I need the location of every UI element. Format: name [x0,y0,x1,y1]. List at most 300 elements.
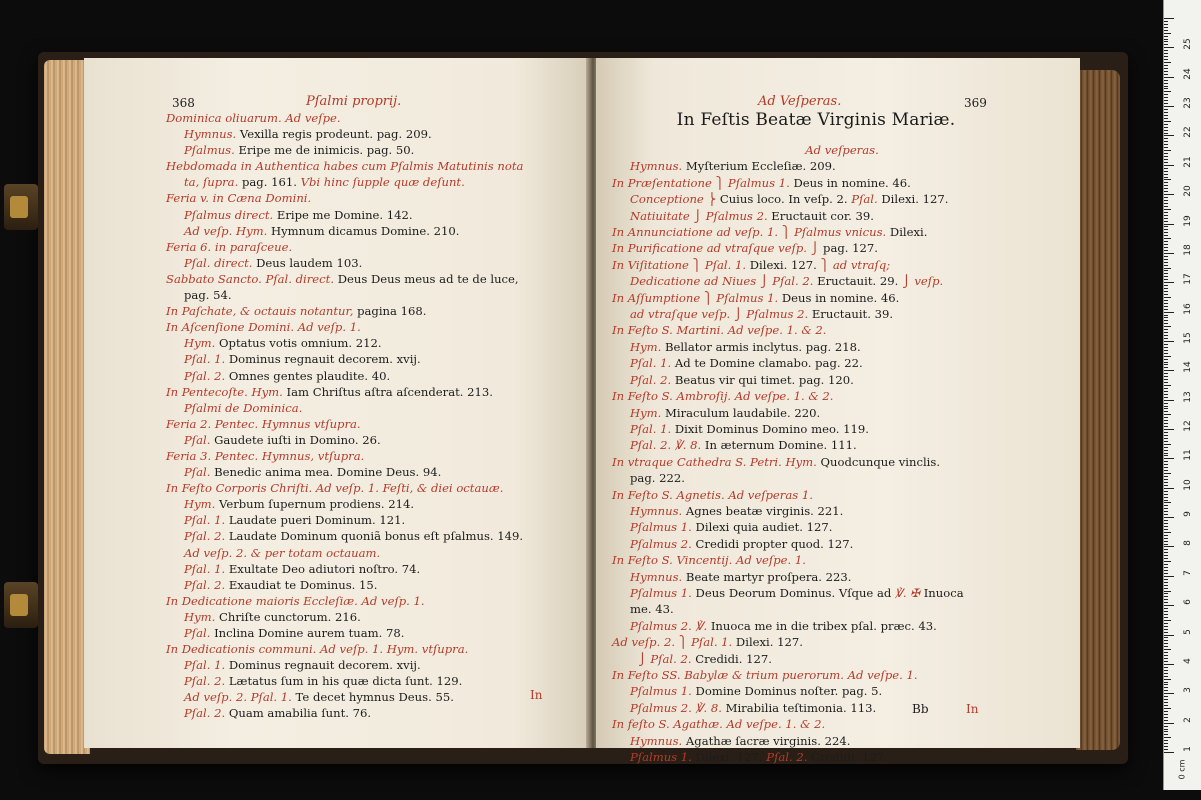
left-page [84,58,590,748]
rubric-text: Pſal. 2. [184,529,226,544]
ruler-tick [1164,535,1168,536]
ruler-tick [1164,737,1171,738]
rubric-text: In Feſto S. Vincentij. Ad veſpe. 1. [612,553,806,568]
text-line [612,322,1072,338]
ruler-tick [1164,215,1168,216]
ruler-tick [1164,582,1168,583]
ruler-tick [1164,373,1168,374]
ruler-tick [1164,47,1174,48]
ruler-tick [1164,115,1168,116]
ruler-tick [1164,408,1168,409]
ruler-tick [1164,97,1168,98]
ruler-tick [1164,682,1168,683]
ruler-tick [1164,118,1168,119]
body-text: pag. 161. [238,175,297,190]
rubric-text: ℣. ✠ [891,585,921,600]
text-line [612,749,1072,765]
ruler-tick [1164,514,1168,515]
ruler-tick [1164,690,1168,691]
ruler-tick [1164,740,1168,741]
ruler-tick [1164,497,1168,498]
body-text: Laudate pueri Dominum. 121. [225,513,406,528]
ruler-tick [1164,620,1171,621]
body-text: Iam Chriſtus aſtra aſcenderat. 213. [282,384,493,399]
ruler-tick [1164,65,1168,66]
text-line [612,618,1072,634]
text-line [612,388,1072,404]
ruler-tick [1164,394,1168,395]
ruler-tick [1164,262,1168,263]
rubric-text: Vbi hinc ſupple quæ deſunt. [296,175,465,190]
ruler-tick [1164,385,1171,386]
right-text-block [612,142,1072,765]
ruler-tick [1164,88,1168,89]
ruler-tick [1164,53,1168,54]
ruler-tick [1164,658,1168,659]
text-line [612,257,1072,273]
body-text: Eructauit. 29. [813,274,899,289]
text-line [166,641,576,657]
rubric-text: Pſal. 2. [630,372,672,387]
rubric-text: Pſal. 2. [184,577,226,592]
body-text: Eripe me Domine. 142. [273,207,413,222]
ruler-number: 3 [1183,687,1193,694]
ruler-number: 22 [1183,126,1193,139]
ruler-tick [1164,41,1168,42]
rubric-text: Pſal. [184,432,211,447]
ruler-tick [1164,138,1168,139]
ruler-tick [1164,667,1168,668]
text-line [166,239,576,255]
text-line [612,733,1072,749]
ruler-tick [1164,676,1168,677]
ruler-tick [1164,221,1168,222]
ruler-tick [1164,147,1168,148]
body-text: Credidi. 127. [691,651,772,666]
body-text: Optatus votis omnium. 212. [215,336,382,351]
ruler-number: 2 [1183,716,1193,723]
ruler-tick [1164,39,1168,40]
ruler-tick [1164,599,1168,600]
ruler-tick [1164,191,1168,192]
body-text: Credidi. 127. [807,750,888,765]
ruler-tick [1164,106,1174,107]
right-running-head: Ad Veſperas. [758,94,842,109]
text-line [166,528,576,544]
ruler-tick [1164,338,1168,339]
rubric-text: Conceptione ⎬ [630,192,720,207]
ruler-tick [1164,491,1168,492]
rubric-text: Hymnus. [630,733,683,748]
text-line [166,255,576,271]
body-text: Deus Deorum Dominus. Vſque ad [691,585,892,600]
rubric-text: Sabbato Sancto. Pſal. direct. [166,271,335,286]
body-text: Benedic anima mea. Domine Deus. 94. [210,465,442,480]
text-line [166,448,576,464]
ruler-tick [1164,552,1168,553]
text-line [166,207,576,223]
rubric-text: In Feſto Corporis Chriſti. Ad veſp. 1. Feſti, & diei octauæ. [166,481,504,496]
ruler-tick [1164,555,1168,556]
ruler-tick [1164,494,1168,495]
rubric-text: Hym. [630,339,662,354]
ruler-tick [1164,400,1174,401]
ruler-tick [1164,473,1171,474]
ruler-tick [1164,752,1174,753]
rubric-text: Pſal. [847,192,878,207]
ruler-tick [1164,171,1168,172]
ruler-tick [1164,294,1168,295]
text-line [612,158,1072,174]
body-text: Quodcunque vinclis. [816,454,941,469]
ruler-tick [1164,693,1174,694]
rubric-text: Natiuitate ⎭ Pſalmus 2. [630,208,768,223]
text-line [166,384,576,400]
ruler-tick [1164,464,1168,465]
rubric-text: Hymnus. [630,569,683,584]
ruler-tick [1164,306,1168,307]
body-text: Inclina Domine aurem tuam. 78. [210,626,405,640]
ruler-tick [1164,21,1168,22]
ruler-tick [1164,591,1171,592]
text-line [612,536,1072,552]
ruler-tick [1164,423,1168,424]
body-text: Dixit Dominus Domino meo. 119. [671,421,869,436]
page-title: In Feſtis Beatæ Virginis Mariæ. [676,110,956,130]
right-page [596,58,1080,765]
ruler-tick [1164,511,1168,512]
body-text: Cuius loco. In veſp. 2. [719,192,848,207]
text-line [166,158,576,174]
ruler-tick [1164,273,1168,274]
ruler-tick [1164,438,1168,439]
ruler-tick [1164,652,1168,653]
body-text: Agathæ ſacræ virginis. 224. [682,733,851,748]
rubric-text: Pſalmus 2. ℣. 8. [630,700,722,715]
ruler-tick [1164,350,1168,351]
ruler-tick [1164,611,1168,612]
ruler-tick [1164,576,1174,577]
ruler-number: 21 [1183,156,1193,168]
ruler-tick [1164,432,1168,433]
text-line [612,273,1072,289]
ruler-tick [1164,344,1168,345]
ruler-tick [1164,185,1168,186]
ruler-tick [1164,458,1174,459]
text-line [166,705,576,721]
text-line [166,223,576,239]
ruler-tick [1164,359,1168,360]
ruler-tick [1164,364,1168,365]
text-line [166,351,576,367]
ruler-tick [1164,546,1174,547]
ruler-tick [1164,743,1168,744]
body-text: Vexilla regis prodeunt. pag. 209. [236,127,432,142]
ruler-tick [1164,567,1168,568]
ruler-tick [1164,347,1168,348]
ruler-tick [1164,265,1168,266]
ruler-tick [1164,317,1168,318]
ruler-tick [1164,711,1168,712]
ruler-tick [1164,50,1168,51]
text-line [166,400,576,416]
ruler-tick [1164,541,1168,542]
body-text: Beate martyr proſpera. 223. [682,569,852,584]
ruler-tick [1164,485,1168,486]
text-line [612,503,1072,519]
rubric-text: Pſal. 2. [184,706,226,721]
ruler-tick [1164,596,1168,597]
ruler-number: 6 [1183,599,1193,606]
ruler-tick [1164,388,1168,389]
ruler-tick [1164,549,1168,550]
ruler-tick [1164,188,1168,189]
ruler-tick [1164,523,1168,524]
body-text: Quam amabilia ſunt. 76. [225,706,372,721]
ruler-tick [1164,564,1168,565]
ruler-tick [1164,124,1168,125]
ruler-tick [1164,626,1168,627]
ruler-tick [1164,282,1174,283]
ruler-tick [1164,411,1168,412]
left-catchword: In [530,688,543,702]
ruler-tick [1164,687,1168,688]
ruler-tick [1164,544,1168,545]
body-text: Laudate Dominum quoniã bonus eſt pſalmus. 149. [225,529,524,544]
ruler-tick [1164,212,1168,213]
ruler-tick [1164,655,1168,656]
ruler-tick [1164,714,1168,715]
ruler-tick [1164,127,1168,128]
ruler-tick [1164,229,1168,230]
ruler-unit: 0 cm [1177,759,1187,780]
rubric-text: Feria v. in Cæna Domini. [166,191,312,206]
rubric-text: In Feſto SS. Babylæ & trium puerorum. Ad veſpe. 1. [612,668,918,682]
rubric-text: Pſalmus 2. [630,536,692,551]
text-line [166,271,576,287]
rubric-text: Dedicatione ad Niues ⎭ Pſal. 2. [630,274,814,289]
ruler-tick [1164,206,1168,207]
ruler-tick [1164,159,1168,160]
text-line [612,175,1072,191]
ruler-tick [1164,18,1174,19]
rubric-text: Pſalmus 2. ℣. [630,618,708,633]
ruler-tick [1164,608,1168,609]
ruler-number: 12 [1183,420,1193,432]
ruler-tick [1164,235,1168,236]
ruler-tick [1164,723,1174,724]
rubric-text: Feria 3. Pentec. Hymnus, vtſupra. [166,448,365,463]
text-line [612,421,1072,437]
rubric-text: In Pentecoſte. Hym. [166,384,283,399]
rubric-text: ⎭ veſp. [898,274,944,289]
rubric-text: Pſal. 1. [184,352,226,367]
text-line [166,657,576,673]
ruler-number: 11 [1183,449,1193,462]
body-text: Domine Dominus noſter. pag. 5. [691,684,883,699]
body-text: Dominus regnauit decorem. xvij. [225,352,421,367]
ruler-tick [1164,629,1168,630]
ruler-tick [1164,209,1171,210]
ruler-tick [1164,517,1174,518]
body-text: Dilexi. 127. [732,635,803,650]
body-text: Myſterium Eccleſiæ. 209. [682,159,836,174]
rubric-text: In Viſitatione ⎫ Pſal. 1. [612,257,747,272]
ruler-tick [1164,673,1168,674]
ruler-tick [1164,100,1168,101]
rubric-text: In Feſto S. Ambroſij. Ad veſpe. 1. & 2. [612,389,834,404]
ruler-tick [1164,708,1171,709]
body-text: Hymnum dicamus Domine. 210. [267,223,460,238]
ruler-tick [1164,312,1174,313]
text-line [612,355,1072,371]
rubric-text: Pſal. [184,465,211,480]
body-text: Miraculum laudabile. 220. [661,405,821,420]
ruler-tick [1164,297,1171,298]
body-text: pag. 54. [184,288,232,303]
ruler-tick [1164,112,1168,113]
ruler-number: 8 [1183,540,1193,547]
ruler-tick [1164,197,1168,198]
ruler-tick [1164,259,1168,260]
ruler-tick [1164,241,1168,242]
ruler-tick [1164,632,1168,633]
ruler-tick [1164,288,1168,289]
ruler-tick [1164,420,1168,421]
text-line [612,454,1072,470]
ruler-tick [1164,532,1171,533]
body-text: Mirabilia teſtimonia. 113. [721,700,877,715]
ruler-number: 20 [1183,185,1193,197]
ruler-number: 18 [1183,244,1193,256]
text-line [166,303,576,319]
rubric-text: Ad veſp. 2. Pſal. 1. [184,690,292,705]
rubric-text: Pſal. [184,626,211,640]
ruler-tick [1164,174,1168,175]
ruler-tick [1164,226,1168,227]
rubric-text: ⎭ Pſal. 2. [638,651,692,666]
ruler-tick [1164,479,1168,480]
ruler-tick [1164,200,1168,201]
ruler-tick [1164,731,1168,732]
text-line [612,487,1072,503]
text-line [612,585,1072,601]
ruler-tick [1164,370,1174,371]
text-line [166,577,576,593]
ruler-tick [1164,177,1168,178]
body-text: Eripe me de inimicis. pag. 50. [234,143,415,158]
text-line [166,432,576,448]
text-line [612,634,1072,650]
ruler-tick [1164,165,1174,166]
ruler-number: 7 [1183,569,1193,576]
ruler-number: 13 [1183,390,1193,403]
rubric-text: Pſal. 2. [184,368,226,383]
ruler-number: 15 [1183,332,1193,344]
text-line [166,287,576,303]
ruler-tick [1164,341,1174,342]
body-text: pag. 222. [630,471,685,486]
ruler-tick [1164,94,1168,95]
text-line [166,689,576,705]
ruler-tick [1164,585,1168,586]
right-page-number: 369 [964,96,987,110]
ruler-tick [1164,429,1174,430]
ruler-tick [1164,153,1168,154]
rubric-text: Hym. [184,497,216,512]
rubric-text: Pſal. 1. [630,421,672,436]
text-line [612,683,1072,699]
ruler-tick [1164,323,1168,324]
rubric-text: In Purificatione ad vtraſque veſp. ⎭ [612,241,820,256]
ruler-tick [1164,500,1168,501]
rubric-text: Pſalmus. [184,143,235,158]
body-text: Chriſte cunctorum. 216. [215,609,361,624]
rubric-text: Dominica oliuarum. Ad veſpe. [166,111,341,125]
ruler-tick [1164,664,1174,665]
ruler-tick [1164,59,1168,60]
ruler-tick [1164,276,1168,277]
ruler-tick [1164,218,1168,219]
ruler-tick [1164,602,1168,603]
left-page-number: 368 [172,96,195,110]
body-text: Ad te Domine clamabo. pag. 22. [671,356,863,371]
ruler-tick [1164,362,1168,363]
rubric-text: Pſal. 2. [184,674,226,689]
rubric-text: Hym. [184,336,216,351]
ruler-tick [1164,315,1168,316]
ruler-tick [1164,558,1168,559]
ruler-tick [1164,150,1171,151]
ruler-tick [1164,538,1168,539]
rubric-text: Pſalmus 1. [630,684,692,699]
text-line [612,405,1072,421]
ruler-tick [1164,450,1168,451]
ruler-tick [1164,508,1168,509]
text-line [612,716,1072,732]
text-line [612,240,1072,256]
ruler-tick [1164,702,1168,703]
text-line [612,142,1072,158]
ruler-tick [1164,244,1168,245]
rubric-text: Pſal. 1. [184,658,226,673]
ruler-tick [1164,36,1168,37]
rubric-text: In Dedicationis communi. Ad veſp. 1. Hym. vtſupra. [166,642,469,657]
ruler-tick [1164,605,1174,606]
ruler-tick [1164,121,1171,122]
ruler-tick [1164,397,1168,398]
ruler-number: 17 [1183,273,1193,285]
ruler-tick [1164,435,1168,436]
text-line [166,512,576,528]
ruler-tick [1164,253,1174,254]
ruler-tick [1164,444,1171,445]
body-text: Deus in nomine. 46. [789,175,911,190]
text-line [166,464,576,480]
ruler-tick [1164,646,1168,647]
left-text-block [166,110,576,722]
ruler-tick [1164,80,1168,81]
ruler-tick [1164,68,1168,69]
ruler-tick [1164,268,1171,269]
body-text: Dominus regnauit decorem. xvij. [225,658,421,673]
ruler-tick [1164,382,1168,383]
ruler-tick [1164,44,1168,45]
ruler-tick [1164,285,1168,286]
ruler-tick [1164,162,1168,163]
text-line [166,625,576,641]
rubric-text: Hymnus. [630,503,683,518]
